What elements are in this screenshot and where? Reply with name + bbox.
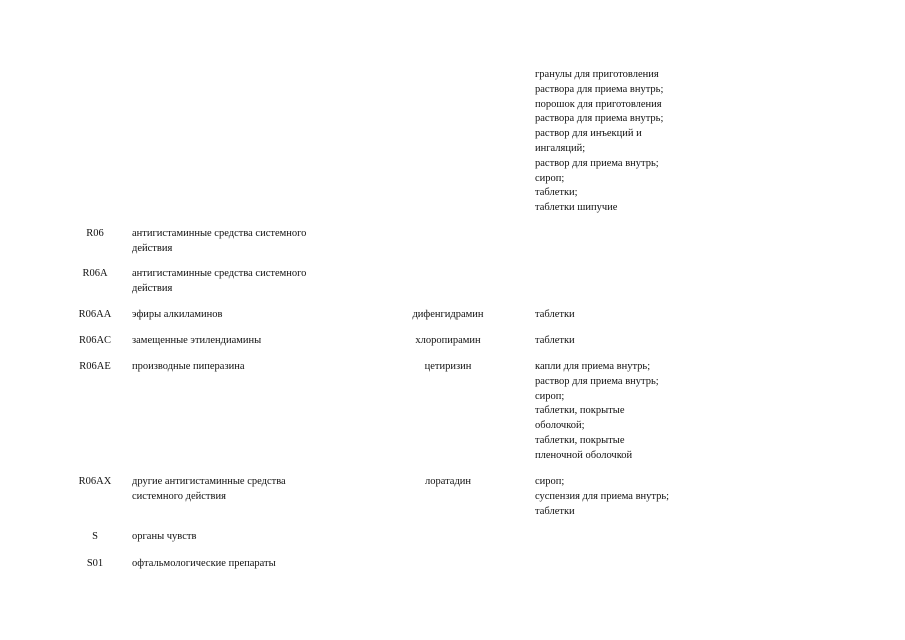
atc-code: R06AC bbox=[78, 335, 112, 346]
atc-description bbox=[132, 360, 362, 375]
dosage-form-line: ингаляций; bbox=[535, 142, 586, 154]
dosage-form-line: капли для приема внутрь; bbox=[535, 361, 651, 372]
dosage-form-line: таблетки; bbox=[535, 187, 578, 199]
dosage-form-line: раствор для приема внутрь; bbox=[535, 375, 659, 387]
dosage-forms bbox=[535, 308, 735, 323]
dosage-forms bbox=[535, 360, 735, 464]
dosage-forms bbox=[535, 475, 735, 519]
dosage-form-line: оболочкой; bbox=[535, 420, 585, 432]
atc-description bbox=[132, 475, 362, 505]
dosage-form-line: гранулы для приготовления bbox=[535, 69, 659, 80]
atc-description bbox=[132, 530, 362, 545]
description-line: антигистаминные средства системного bbox=[132, 268, 307, 279]
description-line: действия bbox=[132, 282, 173, 294]
atc-description bbox=[132, 308, 362, 323]
dosage-form-line: раствор для инъекций и bbox=[535, 128, 642, 140]
atc-code: R06AA bbox=[78, 309, 112, 320]
description-line: другие антигистаминные средства bbox=[132, 476, 286, 487]
description-line: органы чувств bbox=[132, 531, 197, 542]
description-line: замещенные этилендиамины bbox=[132, 335, 262, 346]
drug-name: дифенгидрамин bbox=[412, 309, 484, 320]
dosage-form-line: таблетки bbox=[535, 505, 575, 517]
dosage-forms bbox=[535, 334, 735, 349]
dosage-form-line: пленочной оболочкой bbox=[535, 449, 633, 461]
description-line: действия bbox=[132, 242, 173, 254]
drug-name: лоратадин bbox=[424, 476, 472, 487]
atc-description bbox=[132, 267, 362, 297]
dosage-form-line: таблетки bbox=[535, 335, 575, 346]
description-line: производные пиперазина bbox=[132, 361, 245, 372]
description-line: системного действия bbox=[132, 490, 226, 502]
atc-code: S01 bbox=[86, 558, 104, 569]
atc-description bbox=[132, 334, 362, 349]
drug-name: хлоропирамин bbox=[415, 335, 481, 346]
dosage-form-line: сироп; bbox=[535, 390, 565, 402]
atc-description bbox=[132, 227, 362, 257]
dosage-form-line: раствор для приема внутрь; bbox=[535, 157, 659, 169]
description-line: офтальмологические препараты bbox=[132, 558, 276, 569]
atc-code: R06AX bbox=[78, 476, 112, 487]
dosage-form-line: раствора для приема внутрь; bbox=[535, 83, 664, 95]
atc-code: R06AE bbox=[79, 361, 111, 372]
continued-dosage-forms bbox=[535, 68, 735, 216]
atc-code: R06A bbox=[82, 268, 108, 279]
description-line: эфиры алкиламинов bbox=[132, 309, 223, 320]
atc-code: S bbox=[92, 531, 98, 542]
drug-name: цетиризин bbox=[424, 361, 472, 372]
atc-code: R06 bbox=[86, 228, 104, 239]
dosage-form-line: суспензия для приема внутрь; bbox=[535, 490, 670, 502]
dosage-form-line: таблетки шипучие bbox=[535, 202, 618, 214]
dosage-form-line: таблетки, покрытые bbox=[535, 405, 625, 417]
dosage-form-line: таблетки bbox=[535, 309, 575, 320]
atc-description bbox=[132, 557, 362, 572]
dosage-form-line: сироп; bbox=[535, 476, 565, 487]
dosage-form-line: порошок для приготовления bbox=[535, 98, 662, 110]
dosage-form-line: раствора для приема внутрь; bbox=[535, 113, 664, 125]
dosage-form-line: сироп; bbox=[535, 172, 565, 184]
dosage-form-line: таблетки, покрытые bbox=[535, 434, 625, 446]
description-line: антигистаминные средства системного bbox=[132, 228, 307, 239]
